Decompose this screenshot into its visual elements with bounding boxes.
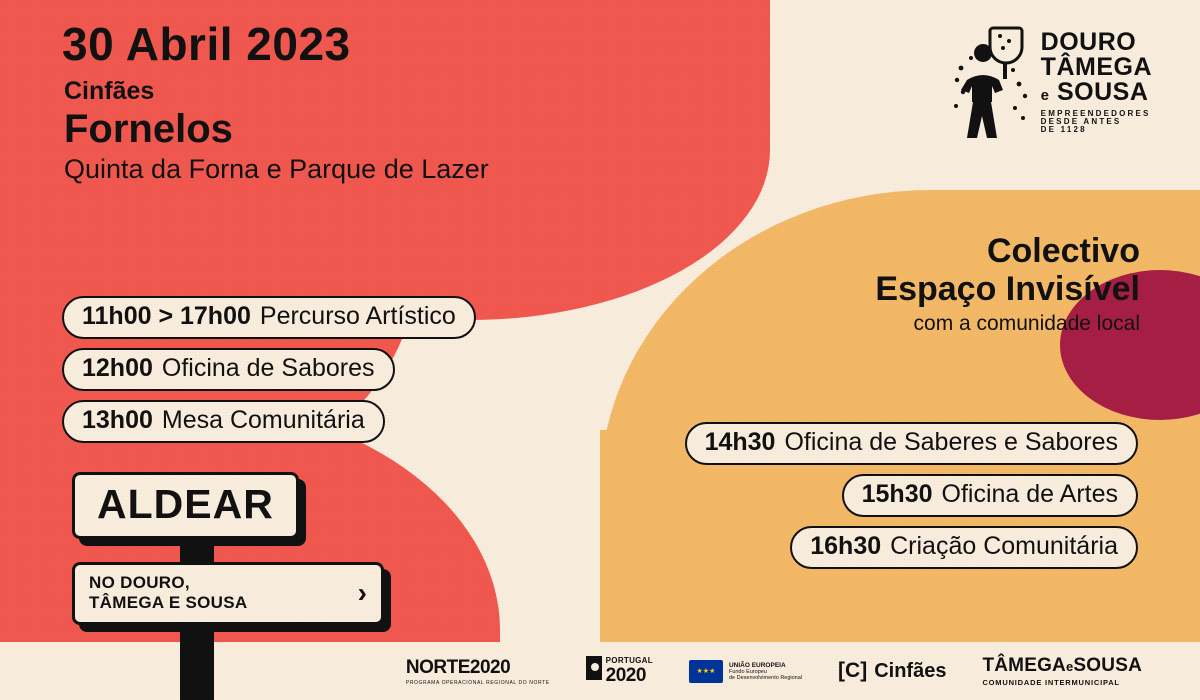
logo-european-union (689, 660, 802, 683)
schedule-list-right (685, 422, 1138, 569)
logo-tamega-small-e: e (1065, 659, 1074, 674)
arrow-right-icon: › (357, 576, 367, 608)
event-municipality: Cinfães (64, 77, 155, 106)
brand-line-douro: DOURO (1040, 28, 1137, 56)
logo-portugal2020-line-2: 2020 (605, 664, 646, 686)
logo-eu-line-2: Fundo Europeu (728, 668, 767, 675)
cinfaes-mark-letter: C (845, 659, 861, 682)
brand-tagline-2: DESDE ANTES (1040, 117, 1122, 126)
logo-norte2020 (406, 657, 550, 686)
brand-line-tamega: TÂMEGA (1040, 53, 1152, 81)
signpost-sub-text (89, 573, 247, 612)
brand-line-sousa-text: SOUSA (1056, 78, 1149, 106)
signpost-sub-sign (72, 562, 384, 625)
schedule-item-time: 16h30 (810, 532, 882, 560)
eu-flag-icon (689, 660, 723, 683)
brand-line-sousa (1041, 80, 1152, 105)
logo-norte2020-subtitle: PROGRAMA OPERACIONAL REGIONAL DO NORTE (405, 679, 550, 686)
event-place: Fornelos (64, 106, 233, 151)
logo-tamega-line-1 (982, 655, 1142, 677)
signpost-sub-line-2: TÂMEGA E SOUSA (89, 592, 248, 612)
poster-header (62, 20, 489, 185)
schedule-item-label: Percurso Artístico (259, 302, 456, 330)
footer-logos (0, 642, 1200, 700)
schedule-item (685, 422, 1138, 465)
collective-line-2: Espaço Invisível (875, 270, 1140, 309)
eu-stars: ★★★ (696, 668, 716, 675)
logo-portugal2020-line-1: PORTUGAL (605, 655, 653, 665)
schedule-item-time: 11h00 > 17h00 (82, 302, 251, 330)
event-date: 30 Abril 2023 (62, 18, 351, 70)
logo-cinfaes-name: Cinfães (874, 659, 947, 682)
collective-block (875, 232, 1140, 337)
signpost-sub-line-1: NO DOURO, (89, 573, 190, 592)
schedule-item-time: 15h30 (861, 480, 933, 508)
portugal-flag-icon (586, 656, 602, 686)
logo-tamega-e-sousa (982, 655, 1142, 687)
schedule-item-label: Oficina de Artes (941, 480, 1118, 508)
collective-line-1: Colectivo (986, 232, 1140, 270)
schedule-item (62, 296, 476, 339)
cinfaes-bracket-icon: [C] (838, 659, 868, 682)
logo-portugal2020 (586, 656, 653, 687)
schedule-item (842, 474, 1138, 517)
schedule-item-time: 12h00 (82, 354, 153, 382)
signpost-main-sign (72, 472, 299, 539)
logo-norte2020-name: NORTE2020 (405, 656, 511, 678)
schedule-item-label: Oficina de Sabores (161, 354, 375, 382)
brand-small-e: e (1040, 87, 1050, 104)
schedule-item-time: 13h00 (82, 406, 153, 434)
brand-tagline-3: DE 1128 (1040, 125, 1087, 134)
schedule-item-time: 14h30 (704, 428, 776, 456)
collective-line-3: com a comunidade local (913, 312, 1140, 336)
logo-cinfaes (838, 659, 946, 683)
brand-wordmark (1041, 30, 1152, 134)
event-venue: Quinta da Forna e Parque de Lazer (64, 153, 489, 184)
schedule-list-left (62, 296, 476, 443)
signpost-main-label: ALDEAR (97, 481, 274, 527)
brand-tagline-1: EMPREENDEDORES (1040, 109, 1151, 118)
logo-tamega-word: TÂMEGA (982, 655, 1066, 676)
logo-tamega-line-2: COMUNIDADE INTERMUNICIPAL (982, 678, 1120, 687)
logo-eu-line-3: de Desenvolvimento Regional (728, 674, 803, 681)
schedule-item (62, 400, 385, 443)
schedule-item-label: Oficina de Saberes e Sabores (784, 428, 1118, 456)
brand-douro-tamega-sousa (953, 22, 1152, 142)
schedule-item-label: Criação Comunitária (890, 532, 1118, 560)
logo-sousa-word: SOUSA (1073, 655, 1142, 676)
schedule-item (790, 526, 1138, 569)
schedule-item (62, 348, 395, 391)
brand-figure-icon (953, 22, 1031, 142)
logo-eu-line-1: UNIÃO EUROPEIA (728, 661, 786, 669)
schedule-item-label: Mesa Comunitária (161, 406, 365, 434)
